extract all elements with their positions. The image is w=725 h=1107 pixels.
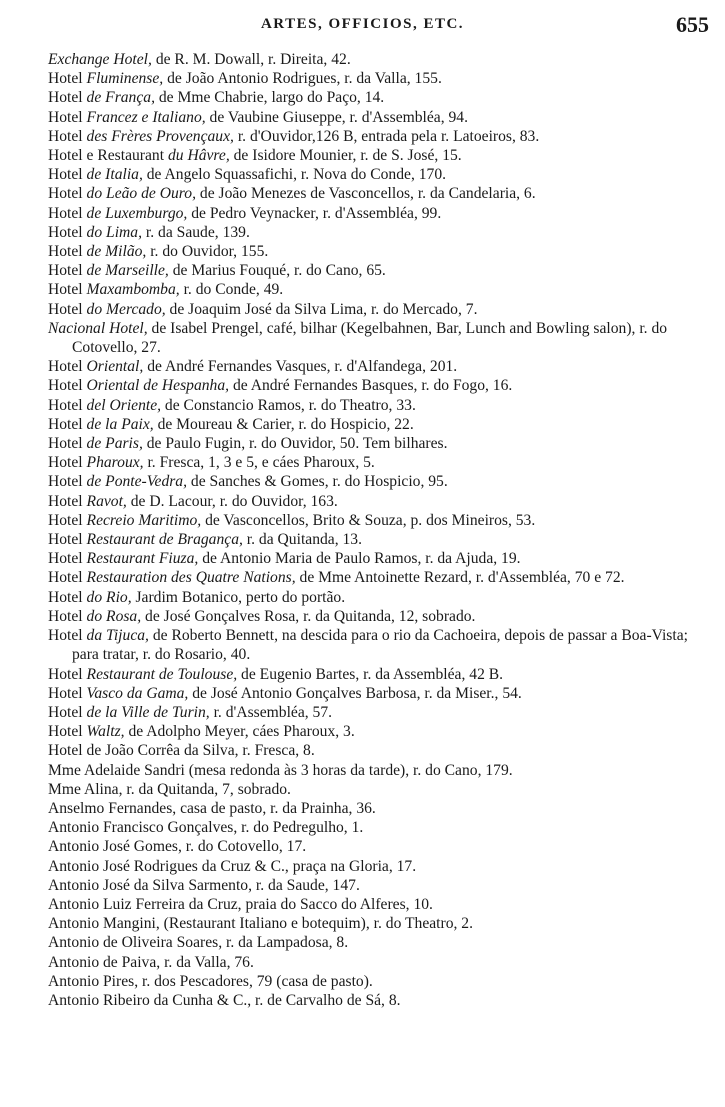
directory-entry (48, 453, 715, 472)
entry-prefix: Hotel (48, 588, 87, 606)
directory-entry (48, 684, 715, 703)
entry-establishment-name: du Hâvre, (167, 147, 230, 165)
running-title: ARTES, OFFICIOS, ETC. (260, 16, 465, 32)
entry-prefix: Hotel (48, 473, 87, 491)
entry-details: r. da Quitanda, 13. (242, 531, 362, 549)
directory-entry (48, 204, 715, 223)
entry-details: de Adolpho Meyer, cáes Pharoux, 3. (124, 723, 355, 741)
entry-prefix: Mme Alina, r. da Quitanda, 7, sobrado. (48, 780, 291, 798)
entry-details: de Mme Antoinette Rezard, r. d'Assembléa, 70 e 72. (295, 569, 625, 587)
directory-entry (48, 69, 715, 88)
directory-entry (48, 914, 715, 933)
entry-prefix: Hotel (48, 89, 87, 107)
entry-establishment-name: Restaurant de Toulouse, (86, 665, 238, 683)
entry-prefix: Antonio Luiz Ferreira da Cruz, praia do Sacco do Alferes, 10. (48, 895, 433, 913)
entry-prefix: Hotel (48, 627, 87, 645)
directory-entry (48, 588, 715, 607)
entry-prefix: Hotel e Restaurant (48, 147, 168, 165)
entry-details: de João Menezes de Vasconcellos, r. da Candelaria, 6. (196, 185, 536, 203)
entry-details: de André Fernandes Vasques, r. d'Alfandega, 201. (143, 358, 458, 376)
entry-details: de Eugenio Bartes, r. da Assembléa, 42 B. (237, 665, 504, 683)
entry-establishment-name: de Italia, (86, 166, 143, 184)
entry-establishment-name: Exchange Hotel, (48, 51, 152, 68)
entry-prefix: Hotel (48, 185, 87, 203)
entry-details: de José Gonçalves Rosa, r. da Quitanda, 12, sobrado. (141, 607, 476, 625)
entry-details: de Angelo Squassafichi, r. Nova do Conde, 170. (142, 166, 447, 184)
directory-entry (48, 242, 715, 261)
entry-establishment-name: Fluminense, (86, 70, 164, 88)
entry-establishment-name: de Paris, (86, 435, 143, 453)
directory-entry (48, 300, 715, 319)
entry-prefix: Hotel (48, 607, 87, 625)
entry-establishment-name: do Mercado, (86, 300, 166, 318)
directory-entries (48, 50, 715, 1010)
entry-details: de André Fernandes Basques, r. do Fogo, 16. (229, 377, 513, 395)
directory-entry (48, 953, 715, 972)
entry-establishment-name: des Frères Provençaux, (86, 127, 234, 145)
directory-entry (48, 876, 715, 895)
entry-establishment-name: de la Paix, (86, 415, 154, 433)
directory-entry (48, 434, 715, 453)
entry-prefix: Hotel (48, 358, 87, 376)
entry-prefix: Hotel (48, 300, 87, 318)
entry-establishment-name: Restauration des Quatre Nations, (86, 569, 296, 587)
directory-entry (48, 184, 715, 203)
page-number: 655 (676, 12, 709, 37)
entry-details: de Pedro Veynacker, r. d'Assembléa, 99. (187, 204, 442, 222)
directory-entry (48, 665, 715, 684)
entry-prefix: Hotel (48, 723, 87, 741)
directory-entry (48, 415, 715, 434)
entry-establishment-name: Oriental de Hespanha, (86, 377, 230, 395)
entry-details: de João Antonio Rodrigues, r. da Valla, 155. (163, 70, 442, 88)
entry-prefix: Antonio José Rodrigues da Cruz & C., praça na Gloria, 17. (48, 857, 417, 875)
directory-entry (48, 818, 715, 837)
directory-entry (48, 703, 715, 722)
directory-entry (48, 319, 715, 357)
directory-entry (48, 530, 715, 549)
entry-establishment-name: Oriental, (86, 358, 144, 376)
entry-prefix: Hotel (48, 396, 87, 414)
entry-establishment-name: do Lima, (86, 223, 143, 241)
directory-entry (48, 357, 715, 376)
entry-establishment-name: Recreio Maritimo, (86, 511, 202, 529)
entry-prefix: Hotel de João Corrêa da Silva, r. Fresca, 8. (48, 742, 315, 760)
directory-entry (48, 972, 715, 991)
entry-details: de Joaquim José da Silva Lima, r. do Mercado, 7. (165, 300, 478, 318)
entry-details: de Constancio Ramos, r. do Theatro, 33. (161, 396, 416, 414)
entry-prefix: Antonio José da Silva Sarmento, r. da Saude, 147. (48, 876, 360, 894)
entry-establishment-name: Nacional Hotel, (48, 319, 148, 337)
entry-prefix: Hotel (48, 204, 87, 222)
directory-entry (48, 837, 715, 856)
directory-entry (48, 857, 715, 876)
entry-establishment-name: Francez e Italiano, (86, 108, 206, 126)
entry-prefix: Hotel (48, 492, 87, 510)
entry-details: r. da Saude, 139. (142, 223, 250, 241)
entry-details: de José Antonio Gonçalves Barbosa, r. da Miser., 54. (188, 684, 522, 702)
entry-details: r. d'Ouvidor,126 B, entrada pela r. Latoeiros, 83. (233, 127, 540, 145)
entry-prefix: Hotel (48, 223, 87, 241)
entry-details: de Paulo Fugin, r. do Ouvidor, 50. Tem bilhares. (142, 435, 448, 453)
entry-establishment-name: de Milão, (86, 243, 147, 261)
entry-prefix: Hotel (48, 703, 87, 721)
directory-entry (48, 607, 715, 626)
entry-establishment-name: de Ponte-Vedra, (86, 473, 188, 491)
entry-details: de Roberto Bennett, na descida para o rio da Cachoeira, depois de passar a Boa-Vista; para tratar, r. do Rosario, 40. (72, 627, 688, 664)
directory-entry (48, 626, 715, 664)
entry-establishment-name: do Leão de Ouro, (86, 185, 196, 203)
directory-entry (48, 50, 715, 69)
directory-entry (48, 799, 715, 818)
directory-entry (48, 88, 715, 107)
directory-entry (48, 549, 715, 568)
entry-details: de Isabel Prengel, café, bilhar (Kegelbahnen, Bar, Lunch and Bowling salon), r. do Cotovello, 27. (72, 319, 668, 357)
entry-prefix: Antonio Ribeiro da Cunha & C., r. de Carvalho de Sá, 8. (48, 991, 401, 1009)
entry-establishment-name: do Rosa, (86, 607, 142, 625)
directory-entry (48, 376, 715, 395)
entry-prefix: Hotel (48, 435, 87, 453)
directory-entry (48, 568, 715, 587)
entry-establishment-name: de Luxemburgo, (86, 204, 188, 222)
entry-details: r. d'Assembléa, 57. (209, 703, 333, 721)
entry-establishment-name: do Rio, (86, 588, 132, 606)
entry-prefix: Hotel (48, 454, 87, 472)
entry-prefix: Hotel (48, 127, 87, 145)
directory-entry (48, 722, 715, 741)
directory-entry (48, 492, 715, 511)
entry-establishment-name: Ravot, (86, 492, 127, 510)
directory-entry (48, 146, 715, 165)
entry-prefix: Hotel (48, 531, 87, 549)
entry-establishment-name: Maxambomba, (86, 281, 180, 299)
directory-entry (48, 280, 715, 299)
entry-establishment-name: da Tijuca, (86, 627, 149, 645)
entry-establishment-name: Pharoux, (86, 454, 144, 472)
entry-establishment-name: de la Ville de Turin, (86, 703, 210, 721)
entry-prefix: Hotel (48, 511, 87, 529)
entry-details: de R. M. Dowall, r. Direita, 42. (151, 51, 351, 68)
entry-details: de Vaubine Giuseppe, r. d'Assembléa, 94. (205, 108, 469, 126)
directory-entry (48, 261, 715, 280)
entry-prefix: Hotel (48, 415, 87, 433)
running-head (0, 12, 725, 42)
entry-prefix: Hotel (48, 108, 87, 126)
entry-prefix: Hotel (48, 281, 87, 299)
directory-entry (48, 895, 715, 914)
entry-prefix: Antonio Pires, r. dos Pescadores, 79 (casa de pasto). (48, 972, 373, 990)
entry-prefix: Anselmo Fernandes, casa de pasto, r. da Prainha, 36. (48, 799, 376, 817)
directory-entry (48, 165, 715, 184)
entry-prefix: Hotel (48, 70, 87, 88)
entry-prefix: Hotel (48, 569, 87, 587)
directory-entry (48, 223, 715, 242)
entry-prefix: Hotel (48, 243, 87, 261)
entry-prefix: Antonio Francisco Gonçalves, r. do Pedregulho, 1. (48, 819, 364, 837)
entry-details: de Vasconcellos, Brito & Souza, p. dos Mineiros, 53. (201, 511, 536, 529)
entry-prefix: Mme Adelaide Sandri (mesa redonda às 3 horas da tarde), r. do Cano, 179. (48, 761, 513, 779)
entry-prefix: Antonio Mangini, (Restaurant Italiano e botequim), r. do Theatro, 2. (48, 915, 473, 933)
entry-details: de Sanches & Gomes, r. do Hospicio, 95. (187, 473, 448, 491)
entry-establishment-name: de Marseille, (86, 262, 169, 280)
entry-establishment-name: de França, (86, 89, 155, 107)
entry-prefix: Antonio José Gomes, r. do Cotovello, 17. (48, 838, 307, 856)
entry-establishment-name: Restaurant Fiuza, (86, 550, 199, 568)
entry-prefix: Hotel (48, 684, 87, 702)
entry-prefix: Antonio de Oliveira Soares, r. da Lampadosa, 8. (48, 934, 349, 952)
directory-entry (48, 472, 715, 491)
directory-entry (48, 933, 715, 952)
entry-establishment-name: del Oriente, (86, 396, 162, 414)
entry-details: de Antonio Maria de Paulo Ramos, r. da Ajuda, 19. (198, 550, 521, 568)
entry-establishment-name: Restaurant de Bragança, (86, 531, 243, 549)
entry-prefix: Hotel (48, 166, 87, 184)
directory-entry (48, 761, 715, 780)
entry-prefix: Antonio de Paiva, r. da Valla, 76. (48, 953, 254, 971)
directory-entry (48, 127, 715, 146)
entry-details: de D. Lacour, r. do Ouvidor, 163. (126, 492, 338, 510)
entry-details: r. do Conde, 49. (179, 281, 284, 299)
entry-details: r. do Ouvidor, 155. (146, 243, 269, 261)
entry-details: de Moureau & Carier, r. do Hospicio, 22. (153, 415, 414, 433)
entry-prefix: Hotel (48, 377, 87, 395)
entry-prefix: Hotel (48, 262, 87, 280)
directory-entry (48, 396, 715, 415)
entry-details: de Marius Fouqué, r. do Cano, 65. (168, 262, 386, 280)
entry-details: de Isidore Mounier, r. de S. José, 15. (229, 147, 462, 165)
entry-prefix: Hotel (48, 665, 87, 683)
entry-details: Jardim Botanico, perto do portão. (131, 588, 346, 606)
directory-entry (48, 511, 715, 530)
directory-entry (48, 108, 715, 127)
entry-prefix: Hotel (48, 550, 87, 568)
entry-details: r. Fresca, 1, 3 e 5, e cáes Pharoux, 5. (143, 454, 375, 472)
entry-establishment-name: Vasco da Gama, (86, 684, 189, 702)
entry-establishment-name: Waltz, (86, 723, 125, 741)
directory-entry (48, 991, 715, 1010)
directory-entry (48, 741, 715, 760)
directory-entry (48, 780, 715, 799)
entry-details: de Mme Chabrie, largo do Paço, 14. (154, 89, 385, 107)
